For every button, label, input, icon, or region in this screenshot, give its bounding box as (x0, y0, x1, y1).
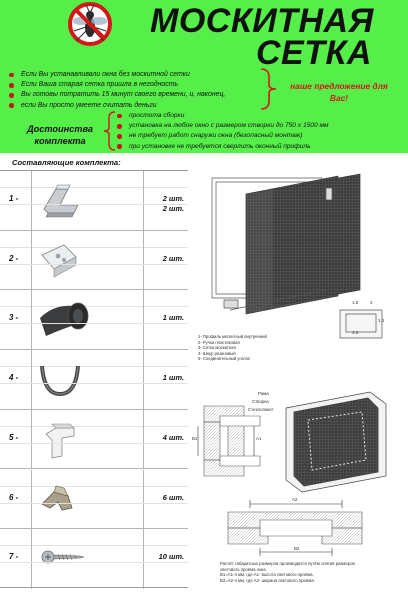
kit-row (0, 231, 188, 291)
legend-item: 2- Ручка пластиковая (198, 339, 240, 345)
dim-label: 1.3 (378, 318, 385, 323)
item-quantity: 2 шт. (162, 194, 184, 203)
kit-row (0, 410, 188, 470)
legend-item: 5- Соединительный уголок (198, 356, 250, 362)
screw-icon (34, 533, 142, 585)
advantage-item: простота сборки (116, 111, 328, 121)
profile-corner-icon (34, 175, 142, 227)
parts-legend (198, 334, 267, 362)
advantage-item: при установке не требуется сверлить оконный профиль (116, 142, 328, 152)
kit-table (0, 170, 188, 588)
calc-line: B2=A2-4 мм, где A2- ширина светового проёма. (220, 577, 315, 583)
item-number: 7 - (9, 552, 19, 562)
page-title-line2: СЕТКА (256, 34, 372, 72)
offer-text: наше предложение для Вас! (290, 81, 388, 103)
item-quantity: 1 шт. (162, 313, 184, 323)
kit-row (0, 171, 188, 231)
label-b2: B2 (294, 546, 300, 551)
label-rama: Рама (258, 391, 269, 396)
legend-item: 3- Сетка москитная (198, 345, 236, 351)
connector-corner-icon (34, 414, 142, 466)
rubber-cord-icon (34, 354, 142, 406)
no-mosquito-icon (64, 1, 116, 47)
calc-line: Расчёт габаритных размеров производится путём снятия размеров (220, 561, 355, 566)
reason-item: Вы готовы потратить 15 минут своего времени, и, наконец, (8, 90, 225, 100)
reason-item: Если Ваша старая сетка пришла в негодность (8, 80, 225, 90)
item-quantity: 2 шт. (162, 253, 184, 263)
page-title-line1: МОСКИТНАЯ (150, 2, 374, 40)
calc-line: светового проёма окна. (220, 566, 267, 572)
legend-item: 4- Шнур резиновый (198, 350, 236, 356)
reasons-list (8, 70, 225, 111)
dim-label: 1.5 (352, 300, 359, 305)
advantage-item: установка на любое окно с размером створки до 750 х 1500 мм (116, 121, 328, 131)
item-number: 3 - (9, 313, 19, 323)
dim-label: 1.3 (352, 330, 359, 335)
dim-label: 2 (370, 300, 373, 305)
item-number: 4 - (9, 373, 19, 383)
section-view (198, 406, 260, 476)
calculation-note (220, 561, 355, 583)
exploded-view (212, 174, 385, 338)
kit-row (0, 529, 188, 589)
item-number: 2 - (9, 253, 19, 263)
kit-title: Составляющие комплекта: (12, 158, 121, 167)
reason-item: Если Вы устанавливали окна без москитной сетки (8, 70, 225, 80)
item-number: 1 - (9, 194, 19, 203)
item-number: 5 - (9, 432, 19, 442)
legend-item: 1- Профиль москитный внутренний (198, 334, 267, 339)
label-stvorka: Створка (252, 399, 269, 404)
item-quantity: 1 шт. (162, 373, 184, 383)
advantage-item: не требует работ снаружи окна (безопасный монтаж) (116, 131, 328, 141)
item-number: 6 - (9, 492, 19, 502)
calc-line: B1=A1-4 мм, где A1- высота светового проёма, (220, 572, 314, 578)
red-brace-icon (259, 67, 279, 111)
reason-item: если Вы просто умеете считать деньги (8, 101, 225, 111)
advantages-list (116, 111, 328, 152)
mesh-roll-icon (34, 294, 142, 346)
item-quantity: 10 шт. (158, 552, 184, 562)
label-b1: B1 (192, 436, 198, 441)
item-quantity: 6 шт. (162, 492, 184, 502)
assembly-diagram (190, 160, 404, 598)
plastic-handle-icon (34, 235, 142, 287)
kit-row (0, 290, 188, 350)
label-steklopaket: Стеклопакет (248, 407, 274, 412)
advantages-title: Достоинства комплекта (27, 124, 93, 146)
kit-row (0, 350, 188, 410)
spring-clip-icon (34, 474, 142, 526)
label-a1: A1 (256, 436, 262, 441)
label-a2: A2 (292, 497, 298, 502)
header-banner (0, 0, 408, 153)
frame-view (286, 392, 386, 492)
kit-row (0, 470, 188, 530)
item-quantity: 4 шт. (162, 432, 184, 442)
item-quantity: 2 шт. (162, 204, 184, 213)
left-brace-icon (103, 110, 117, 152)
